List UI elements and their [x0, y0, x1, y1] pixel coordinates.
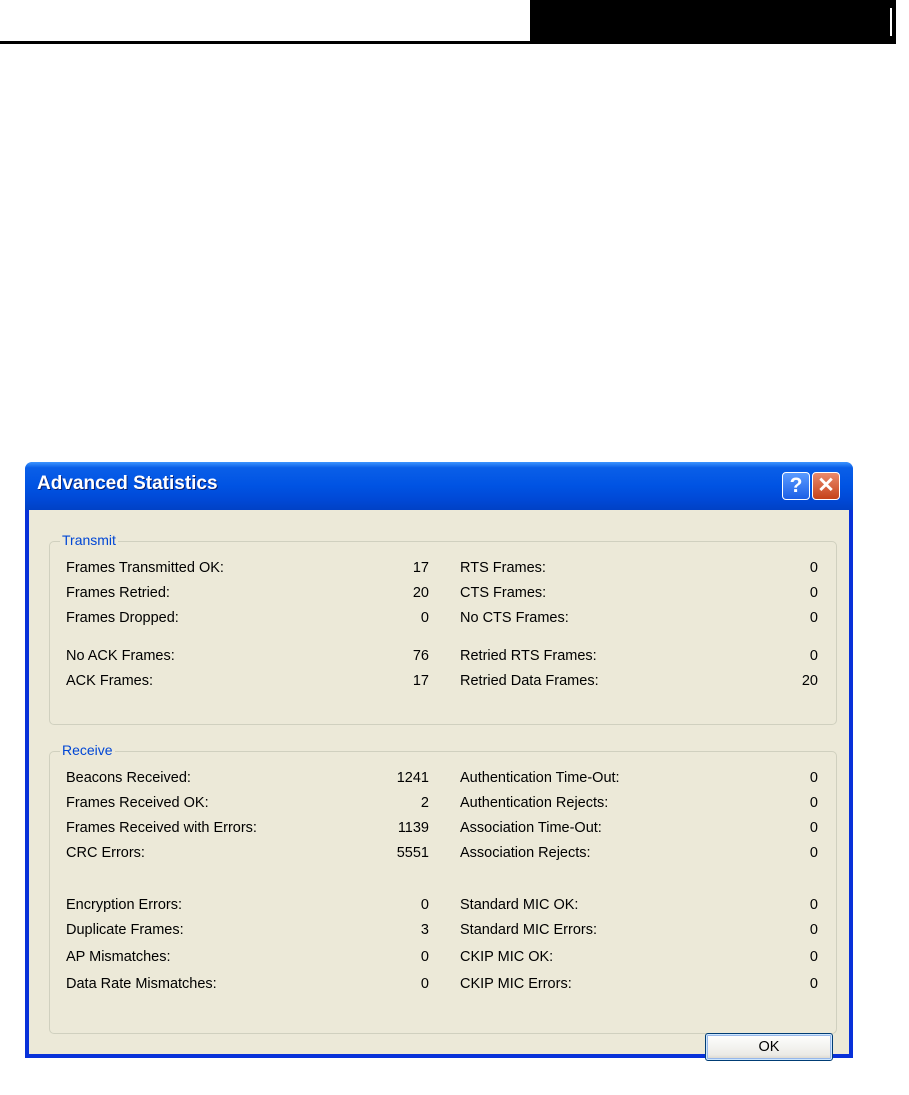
stat-label: Frames Dropped: — [66, 610, 179, 626]
stat-label: CTS Frames: — [460, 585, 547, 601]
stat-value: 0 — [809, 820, 818, 836]
stat-label: Encryption Errors: — [66, 897, 183, 913]
stat-value: 0 — [809, 795, 818, 811]
stat-value: 20 — [801, 673, 818, 689]
dialog-body — [29, 510, 849, 1054]
stat-label: Standard MIC Errors: — [460, 922, 597, 938]
stat-label: Association Time-Out: — [460, 820, 602, 836]
stat-label: RTS Frames: — [460, 560, 546, 576]
stat-value: 5551 — [396, 845, 429, 861]
stat-label: Retried RTS Frames: — [460, 648, 597, 664]
receive-group — [49, 742, 837, 1034]
stat-value: 0 — [809, 585, 818, 601]
stat-row — [66, 673, 429, 693]
stat-value: 1241 — [396, 770, 429, 786]
stat-value: 0 — [809, 949, 818, 965]
stat-value: 0 — [809, 560, 818, 576]
stat-row — [66, 648, 429, 668]
stat-row — [66, 610, 429, 630]
receive-group-title: Receive — [62, 742, 113, 758]
stat-row — [66, 897, 429, 917]
stat-row — [460, 976, 818, 996]
stat-label: CKIP MIC Errors: — [460, 976, 572, 992]
stat-value: 17 — [412, 673, 429, 689]
stat-label: Retried Data Frames: — [460, 673, 599, 689]
stat-value: 0 — [809, 610, 818, 626]
stat-label: Authentication Rejects: — [460, 795, 609, 811]
stat-value: 0 — [809, 845, 818, 861]
stat-row — [66, 976, 429, 996]
stat-value: 1139 — [397, 820, 429, 836]
ok-button[interactable]: OK — [705, 1033, 833, 1061]
stat-row — [460, 949, 818, 969]
stat-label: No ACK Frames: — [66, 648, 175, 664]
stat-row — [460, 560, 818, 580]
stat-value: 0 — [809, 922, 818, 938]
stat-label: No CTS Frames: — [460, 610, 569, 626]
stat-value: 0 — [809, 648, 818, 664]
transmit-group — [49, 532, 837, 725]
stat-row — [460, 585, 818, 605]
stat-value: 2 — [420, 795, 429, 811]
stat-row — [66, 845, 429, 865]
stat-value: 0 — [420, 976, 429, 992]
stat-row — [66, 795, 429, 815]
stat-value: 0 — [809, 976, 818, 992]
stat-row — [66, 820, 429, 840]
stat-label: Frames Received with Errors: — [66, 820, 257, 836]
stat-row — [460, 922, 818, 942]
stat-label: AP Mismatches: — [66, 949, 171, 965]
stat-label: ACK Frames: — [66, 673, 154, 689]
stat-label: Beacons Received: — [66, 770, 191, 786]
stat-row — [66, 770, 429, 790]
stat-value: 0 — [420, 949, 429, 965]
stat-label: Duplicate Frames: — [66, 922, 184, 938]
title-bar[interactable] — [25, 462, 853, 510]
stat-label: Association Rejects: — [460, 845, 591, 861]
close-button[interactable] — [812, 472, 840, 500]
stat-label: CKIP MIC OK: — [460, 949, 554, 965]
stat-row — [460, 673, 818, 693]
stat-row — [460, 820, 818, 840]
help-button[interactable] — [782, 472, 810, 500]
stat-value: 76 — [412, 648, 429, 664]
stat-row — [66, 585, 429, 605]
stat-row — [66, 560, 429, 580]
stat-label: Authentication Time-Out: — [460, 770, 620, 786]
page-rule — [0, 41, 530, 44]
page-header-bar — [530, 0, 896, 44]
stat-label: Frames Transmitted OK: — [66, 560, 224, 576]
stat-label: Data Rate Mismatches: — [66, 976, 217, 992]
stat-row — [460, 845, 818, 865]
stat-label: CRC Errors: — [66, 845, 145, 861]
stat-row — [460, 795, 818, 815]
stat-row — [66, 922, 429, 942]
stat-row — [460, 610, 818, 630]
stat-label: Frames Retried: — [66, 585, 170, 601]
stat-row — [460, 770, 818, 790]
stat-value: 3 — [420, 922, 429, 938]
dialog-title: Advanced Statistics — [37, 473, 218, 494]
stat-label: Frames Received OK: — [66, 795, 209, 811]
page-header-notch — [890, 8, 892, 36]
stat-row — [66, 949, 429, 969]
stat-row — [460, 897, 818, 917]
close-icon: ✕ — [817, 474, 835, 497]
transmit-group-title: Transmit — [62, 532, 116, 548]
stat-value: 20 — [412, 585, 429, 601]
stat-value: 0 — [420, 897, 429, 913]
stat-value: 0 — [809, 770, 818, 786]
stat-value: 17 — [412, 560, 429, 576]
stat-value: 0 — [809, 897, 818, 913]
stat-value: 0 — [420, 610, 429, 626]
stat-row — [460, 648, 818, 668]
help-icon: ? — [789, 474, 803, 497]
advanced-statistics-dialog — [25, 462, 853, 1058]
stat-label: Standard MIC OK: — [460, 897, 579, 913]
